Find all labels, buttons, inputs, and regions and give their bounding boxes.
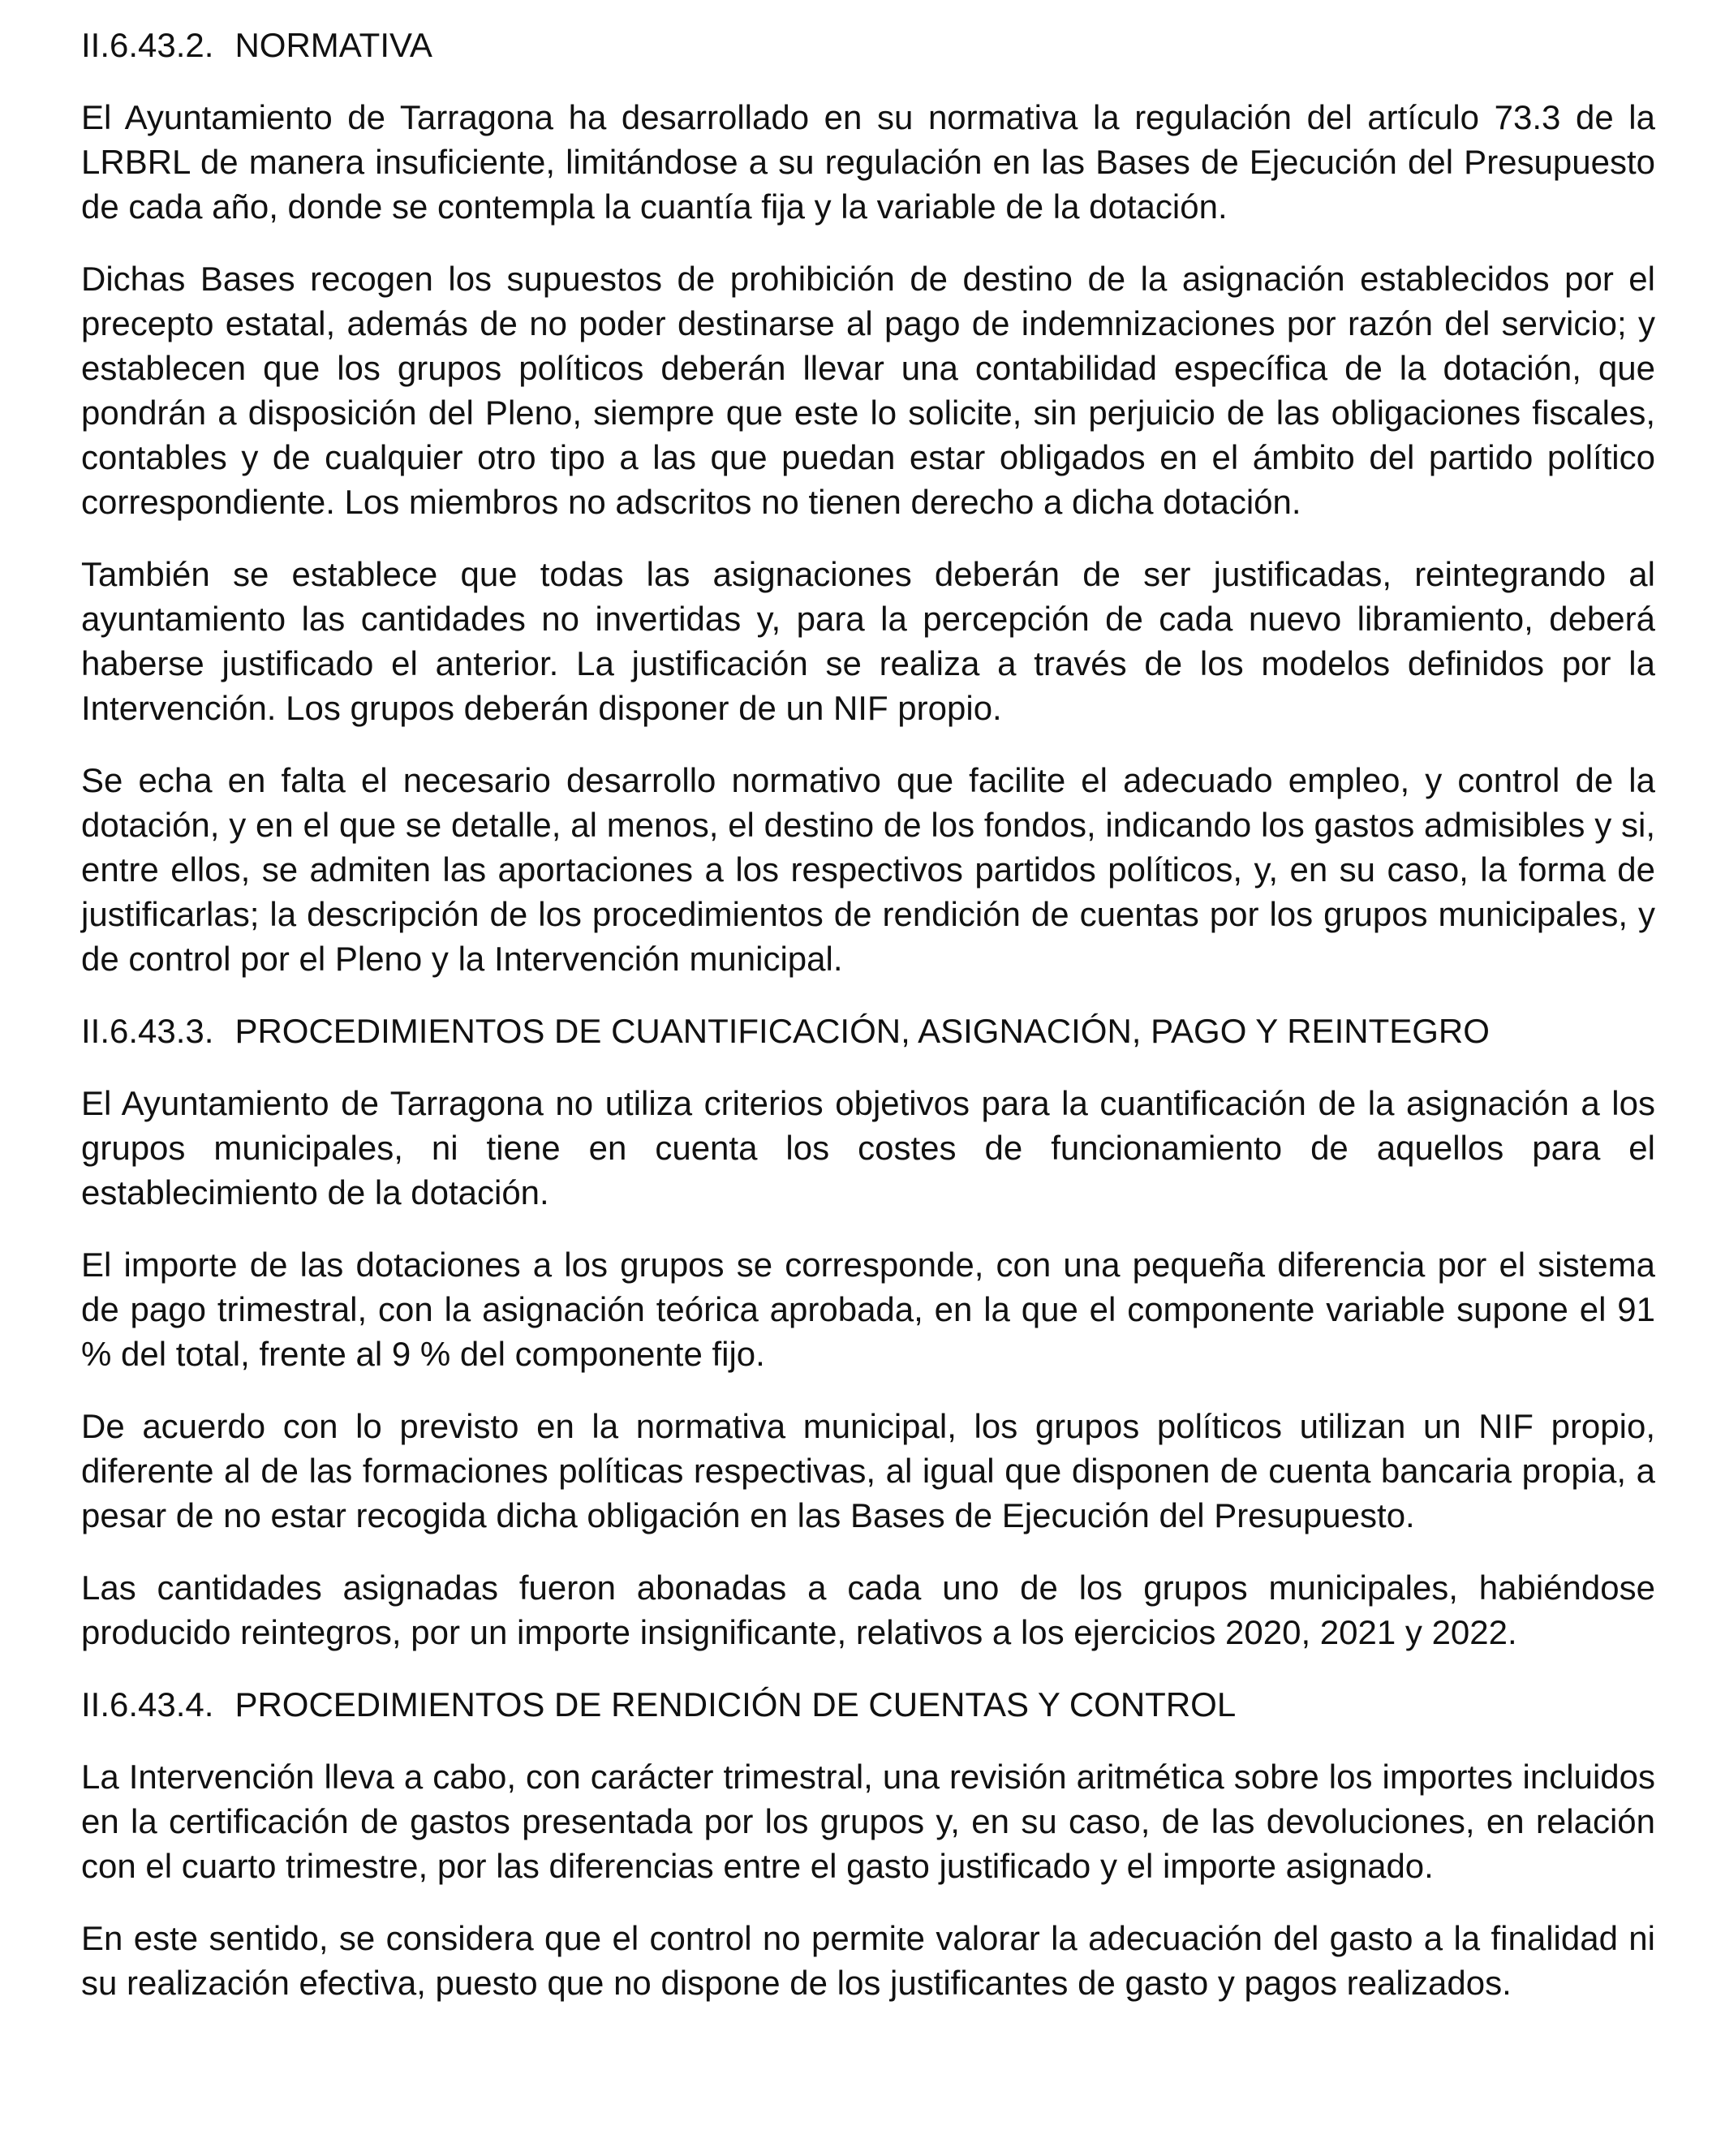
paragraph: El Ayuntamiento de Tarragona no utiliza criterios objetivos para la cuantificación de la asignación a los grupos municipales, ni tiene en cuenta los costes de funcionamiento de aquellos para el establecimiento de la dotación.	[81, 1084, 1655, 1211]
section-number: II.6.43.2.	[81, 26, 214, 64]
paragraph: Dichas Bases recogen los supuestos de prohibición de destino de la asignación establecidos por el precepto estatal, además de no poder destinarse al pago de indemnizaciones por razón del servicio; y establecen que los grupos políticos deberán llevar una contabilidad específica de la dotación, que pondrán a disposición del Pleno, siempre que este lo solicite, sin perjuicio de las obligaciones fiscales, contables y de cualquier otro tipo a las que puedan estar obligados en el ámbito del partido político correspondiente. Los miembros no adscritos no tienen derecho a dicha dotación.	[81, 260, 1655, 521]
paragraph: También se establece que todas las asignaciones deberán de ser justificadas, reintegrando al ayuntamiento las cantidades no invertidas y, para la percepción de cada nuevo libramiento, deberá haberse justificado el anterior. La justificación se realiza a través de los modelos definidos por la Intervención. Los grupos deberán disponer de un NIF propio.	[81, 555, 1655, 727]
paragraph: Se echa en falta el necesario desarrollo normativo que facilite el adecuado empleo, y control de la dotación, y en el que se detalle, al menos, el destino de los fondos, indicando los gastos admisibles y si, entre ellos, se admiten las aportaciones a los respectivos partidos políticos, y, en su caso, la forma de justificarlas; la descripción de los procedimientos de rendición de cuentas por los grupos municipales, y de control por el Pleno y la Intervención municipal.	[81, 761, 1655, 978]
section-number: II.6.43.3.	[81, 1012, 214, 1050]
section-title: PROCEDIMIENTOS DE RENDICIÓN DE CUENTAS Y CONTROL	[234, 1685, 1237, 1724]
paragraph: El importe de las dotaciones a los grupos se corresponde, con una pequeña diferencia por el sistema de pago trimestral, con la asignación teórica aprobada, en la que el componente variable supone el 91 % del total, frente al 9 % del componente fijo.	[81, 1246, 1655, 1373]
section-title: NORMATIVA	[234, 26, 432, 64]
paragraph: El Ayuntamiento de Tarragona ha desarrollado en su normativa la regulación del artículo 73.3 de la LRBRL de manera insuficiente, limitándose a su regulación en las Bases de Ejecución del Presupuesto de cada año, donde se contempla la cuantía fija y la variable de la dotación.	[81, 98, 1655, 226]
document-page	[81, 23, 1655, 2033]
section-title: PROCEDIMIENTOS DE CUANTIFICACIÓN, ASIGNACIÓN, PAGO Y REINTEGRO	[234, 1012, 1490, 1050]
section-heading-normativa	[81, 23, 1655, 67]
section-number: II.6.43.4.	[81, 1685, 214, 1724]
paragraph: La Intervención lleva a cabo, con carácter trimestral, una revisión aritmética sobre los importes incluidos en la certificación de gastos presentada por los grupos y, en su caso, de las devoluciones, en relación con el cuarto trimestre, por las diferencias entre el gasto justificado y el importe asignado.	[81, 1758, 1655, 1885]
section-heading-procedimientos-cuantificacion	[81, 1009, 1655, 1053]
section-heading-rendicion-cuentas	[81, 1682, 1655, 1727]
paragraph: De acuerdo con lo previsto en la normativa municipal, los grupos políticos utilizan un NIF propio, diferente al de las formaciones políticas respectivas, al igual que disponen de cuenta bancaria propia, a pesar de no estar recogida dicha obligación en las Bases de Ejecución del Presupuesto.	[81, 1407, 1655, 1534]
paragraph: En este sentido, se considera que el control no permite valorar la adecuación del gasto a la finalidad ni su realización efectiva, puesto que no dispone de los justificantes de gasto y pagos realizados.	[81, 1919, 1655, 2002]
paragraph: Las cantidades asignadas fueron abonadas a cada uno de los grupos municipales, habiéndose producido reintegros, por un importe insignificante, relativos a los ejercicios 2020, 2021 y 2022.	[81, 1569, 1655, 1651]
